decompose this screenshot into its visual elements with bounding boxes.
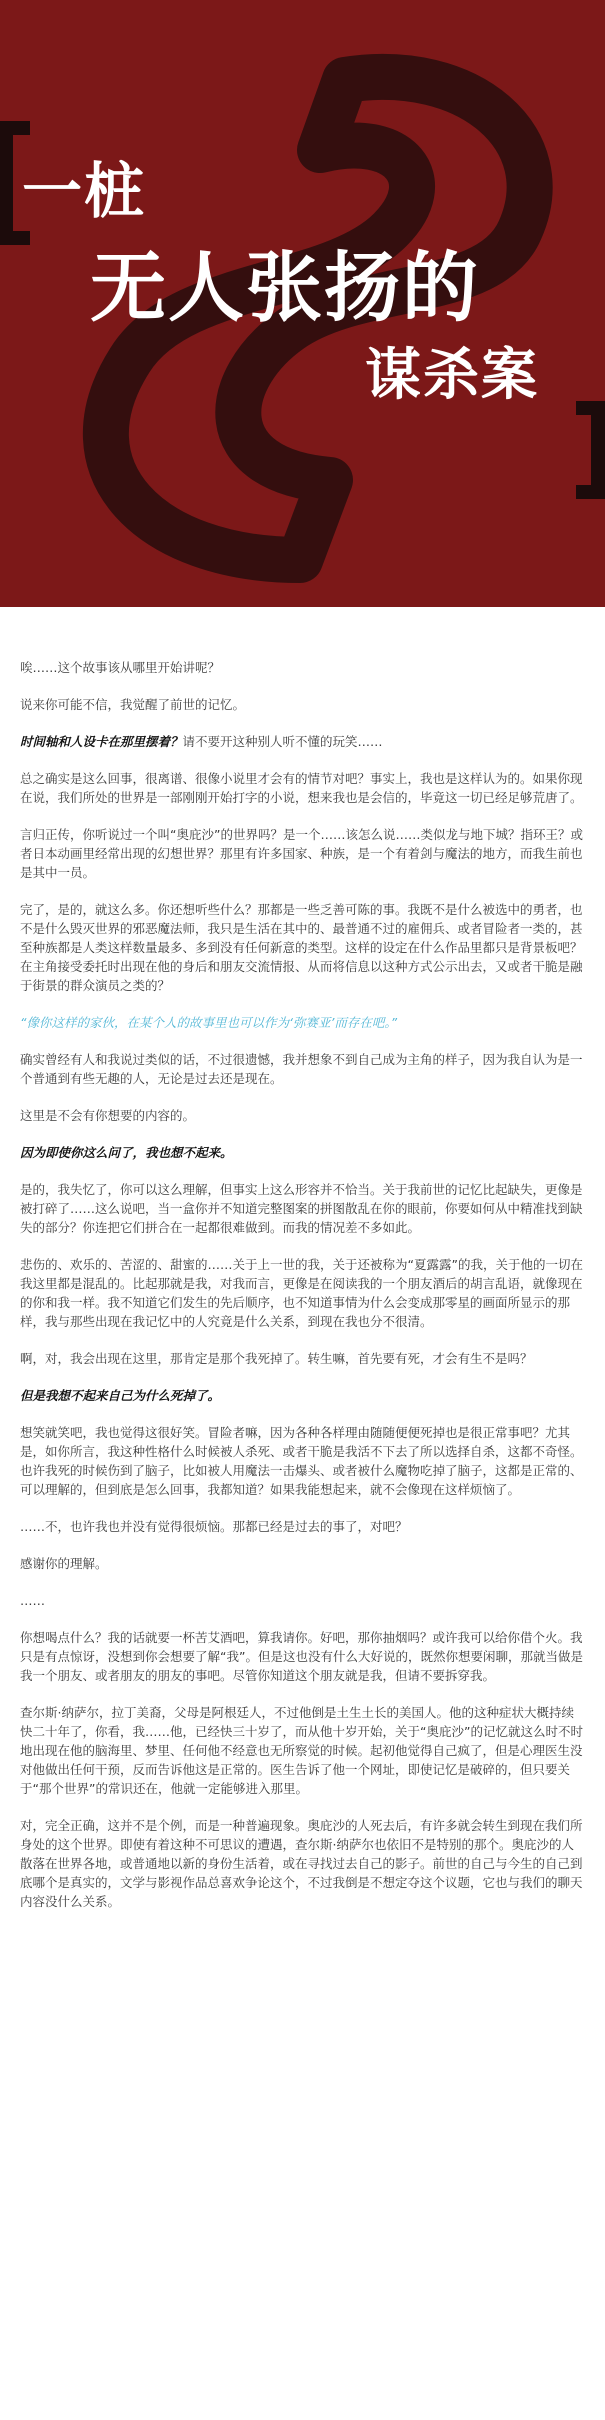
paragraph: 言归正传，你听说过一个叫“奥庇沙”的世界吗？是一个……该怎么说……类似龙与地下城？指环王？或者日本动画里经常出现的幻想世界？那里有许多国家、种族，是一个有着剑与魔法的地方，而我生前也是其中一员。 <box>20 827 583 880</box>
title-line-2: 无人张扬的 <box>90 243 480 332</box>
article-body <box>20 658 586 1929</box>
paragraph: ……不，也许我也并没有觉得很烦恼。那都已经是过去的事了，对吧？ <box>20 1519 408 1534</box>
paragraph: 确实曾经有人和我说过类似的话，不过很遗憾，我并想象不到自己成为主角的样子，因为我自认为是一个普通到有些无趣的人，无论是过去还是现在。 <box>20 1052 583 1086</box>
paragraph: 总之确实是这么回事，很离谱、很像小说里才会有的情节对吧？事实上，我也是这样认为的。如果你现在说，我们所处的世界是一部刚刚开始打字的小说，想来我也是会信的，毕竟这一切已经足够荒唐了。 <box>20 771 583 805</box>
title-line-1: 一桩 <box>22 157 146 227</box>
paragraph: 说来你可能不信，我觉醒了前世的记忆。 <box>20 697 246 712</box>
emphasis-paragraph: 因为即使你这么问了，我也想不起来。 <box>20 1145 233 1160</box>
paragraph: …… <box>20 1593 45 1608</box>
paragraph: 这里是不会有你想要的内容的。 <box>20 1108 196 1123</box>
paragraph <box>20 1628 586 1685</box>
emphasis-paragraph: 但是我想不起来自己为什么死掉了。 <box>20 1388 221 1403</box>
paragraph-text: 。但是这也没有什么大好说的，既然你想要闲聊，那就当做是我一个朋友、或者朋友的朋友的事吧。尽管你知道这个朋友就是我，但请不要拆穿我。 <box>20 1649 583 1683</box>
paragraph: 唉……这个故事该从哪里开始讲呢？ <box>20 660 221 675</box>
title-banner <box>0 0 605 607</box>
title-line-3: 谋杀案 <box>365 343 539 408</box>
paragraph: 查尔斯·纳萨尔，拉丁美裔，父母是阿根廷人，不过他倒是土生土长的美国人。他的这种症状大概持续快二十年了，你看，我……他，已经快三十岁了，而从他十岁开始，关于“奥庇沙”的记忆就这么时不时地出现在他的脑海里、梦里、任何他不经意也无所察觉的时候。起初他觉得自己疯了，但是心理医生没对他做出任何干预，反而告诉他这是正常的。医生告诉了他一个网址，即使记忆是破碎的，但只要关于“那个世界”的常识还在，他就一定能够进入那里。 <box>20 1705 583 1796</box>
paragraph: 是的，我失忆了，你可以这么理解，但事实上这么形容并不恰当。关于我前世的记忆比起缺失，更像是被打碎了……这么说吧，当一盒你并不知道完整图案的拼图散乱在你的眼前，你要如何从中精准找到缺失的部分？你连把它们拼合在一起都很难做到。而我的情况差不多如此。 <box>20 1182 583 1235</box>
highlighted-quote: “像你这样的家伙，在某个人的故事里也可以作为‘弥赛亚’而存在吧。” <box>20 1015 398 1030</box>
paragraph-text: 请不要开这种别人听不懂的玩笑…… <box>182 734 383 749</box>
right-bracket <box>576 408 598 492</box>
emphasis-text: 时间轴和人设卡在那里摆着？ <box>20 734 183 749</box>
paragraph: 悲伤的、欢乐的、苦涩的、甜蜜的……关于上一世的我，关于还被称为“夏露露”的我，关于他的一切在我这里都是混乱的。比起那就是我，对我而言，更像是在阅读我的一个朋友酒后的胡言乱语，就像现在的你和我一样。我不知道它们发生的先后顺序，也不知道事情为什么会变成那零星的画面所显示的那样，我与那些出现在我记忆中的人究竟是什么关系，到现在我也分不很清。 <box>20 1257 583 1329</box>
paragraph: 完了，是的，就这么多。你还想听些什么？那都是一些乏善可陈的事。我既不是什么被选中的勇者，也不是什么毁灭世界的邪恶魔法师，我只是生活在其中的、最普通不过的雇佣兵、或者冒险者一类的，甚至种族都是人类这样数量最多、多到没有任何新意的类型。这样的设定在什么作品里都只是背景板吧？在主角接受委托时出现在他的身后和朋友交流情报、从而将信息以这种方式公示出去，又或者干脆是融于街景的群众演员之类的？ <box>20 902 583 993</box>
paragraph <box>20 732 586 751</box>
quoted-word: “我” <box>220 1649 246 1664</box>
paragraph: 啊，对，我会出现在这里，那肯定是那个我死掉了。转生嘛，首先要有死，才会有生不是吗？ <box>20 1351 533 1366</box>
paragraph: 感谢你的理解。 <box>20 1556 108 1571</box>
paragraph-text: 你想喝点什么？我的话就要一杯苦艾酒吧，算我请你。好吧，那你抽烟吗？或许我可以给你借个火。我只是有点惊讶，没想到你会想要了解 <box>20 1630 583 1664</box>
paragraph: 对，完全正确，这并不是个例，而是一种普遍现象。奥庇沙的人死去后，有许多就会转生到现在我们所身处的这个世界。即使有着这种不可思议的遭遇，查尔斯·纳萨尔也依旧不是特别的那个。奥庇沙的人散落在世界各地，或普通地以新的身份生活着，或在寻找过去自己的影子。前世的自己与今生的自己到底哪个是真实的，文学与影视作品总喜欢争论这个，不过我倒是不想定夺这个议题，它也与我们的聊天内容没什么关系。 <box>20 1818 583 1909</box>
paragraph: 想笑就笑吧，我也觉得这很好笑。冒险者嘛，因为各种各样理由随随便便死掉也是很正常事吧？尤其是，如你所言，我这种性格什么时候被人杀死、或者干脆是我活不下去了所以选择自杀，这都不奇怪。也许我死的时候伤到了脑子，比如被人用魔法一击爆头、或者被什么魔物吃掉了脑子，这都是正常的、可以理解的，但到底是怎么回事，我都知道？如果我能想起来，就不会像现在这样烦恼了。 <box>20 1425 583 1497</box>
